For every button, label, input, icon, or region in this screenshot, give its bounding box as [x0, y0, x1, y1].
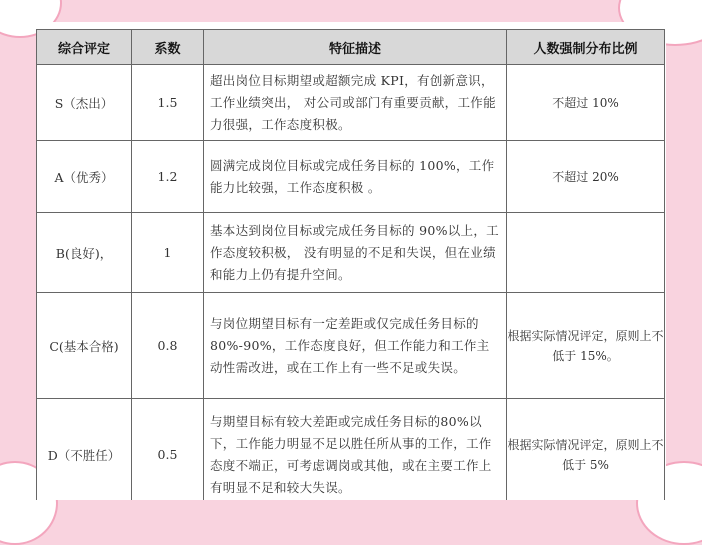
table-row	[37, 213, 665, 293]
description-cell: 圆满完成岗位目标或完成任务目标的 100%，工作能力比较强，工作态度积极 。	[204, 141, 507, 213]
grade-cell: B(良好)，	[37, 213, 132, 293]
table-header-row	[37, 30, 665, 65]
header-description: 特征描述	[204, 30, 507, 65]
grade-cell: D（不胜任）	[37, 399, 132, 501]
coefficient-cell: 1.2	[132, 141, 204, 213]
ratio-cell: 不超过 20%	[507, 141, 665, 213]
document-sheet	[36, 22, 666, 500]
coefficient-cell: 0.5	[132, 399, 204, 501]
ratio-cell: 根据实际情况评定，原则上不低于 15%。	[507, 293, 665, 399]
grade-cell: C(基本合格)	[37, 293, 132, 399]
grade-cell: A（优秀）	[37, 141, 132, 213]
description-cell: 与岗位期望目标有一定差距或仅完成任务目标的 80%-90%，工作态度良好，但工作能力和工作主动性需改进，或在工作上有一些不足或失误。	[204, 293, 507, 399]
header-grade: 综合评定	[37, 30, 132, 65]
coefficient-cell: 1.5	[132, 65, 204, 141]
ratio-cell: 不超过 10%	[507, 65, 665, 141]
coefficient-cell: 0.8	[132, 293, 204, 399]
table-row	[37, 293, 665, 399]
description-cell: 基本达到岗位目标或完成任务目标的 90%以上，工作态度较积极， 没有明显的不足和失误，但在业绩和能力上仍有提升空间。	[204, 213, 507, 293]
table-row	[37, 399, 665, 501]
header-coefficient: 系数	[132, 30, 204, 65]
grade-cell: S（杰出）	[37, 65, 132, 141]
header-ratio: 人数强制分布比例	[507, 30, 665, 65]
ratio-cell: 根据实际情况评定，原则上不低于 5%	[507, 399, 665, 501]
description-cell: 与期望目标有较大差距或完成任务目标的80%以下，工作能力明显不足以胜任所从事的工作，工作态度不端正，可考虑调岗或其他，或在主要工作上有明显不足和较大失误。	[204, 399, 507, 501]
table-row	[37, 141, 665, 213]
table-row	[37, 65, 665, 141]
performance-rating-table	[36, 29, 665, 500]
coefficient-cell: 1	[132, 213, 204, 293]
ratio-cell	[507, 213, 665, 293]
description-cell: 超出岗位目标期望或超额完成 KPI，有创新意识，工作业绩突出， 对公司或部门有重要贡献，工作能力很强，工作态度积极。	[204, 65, 507, 141]
